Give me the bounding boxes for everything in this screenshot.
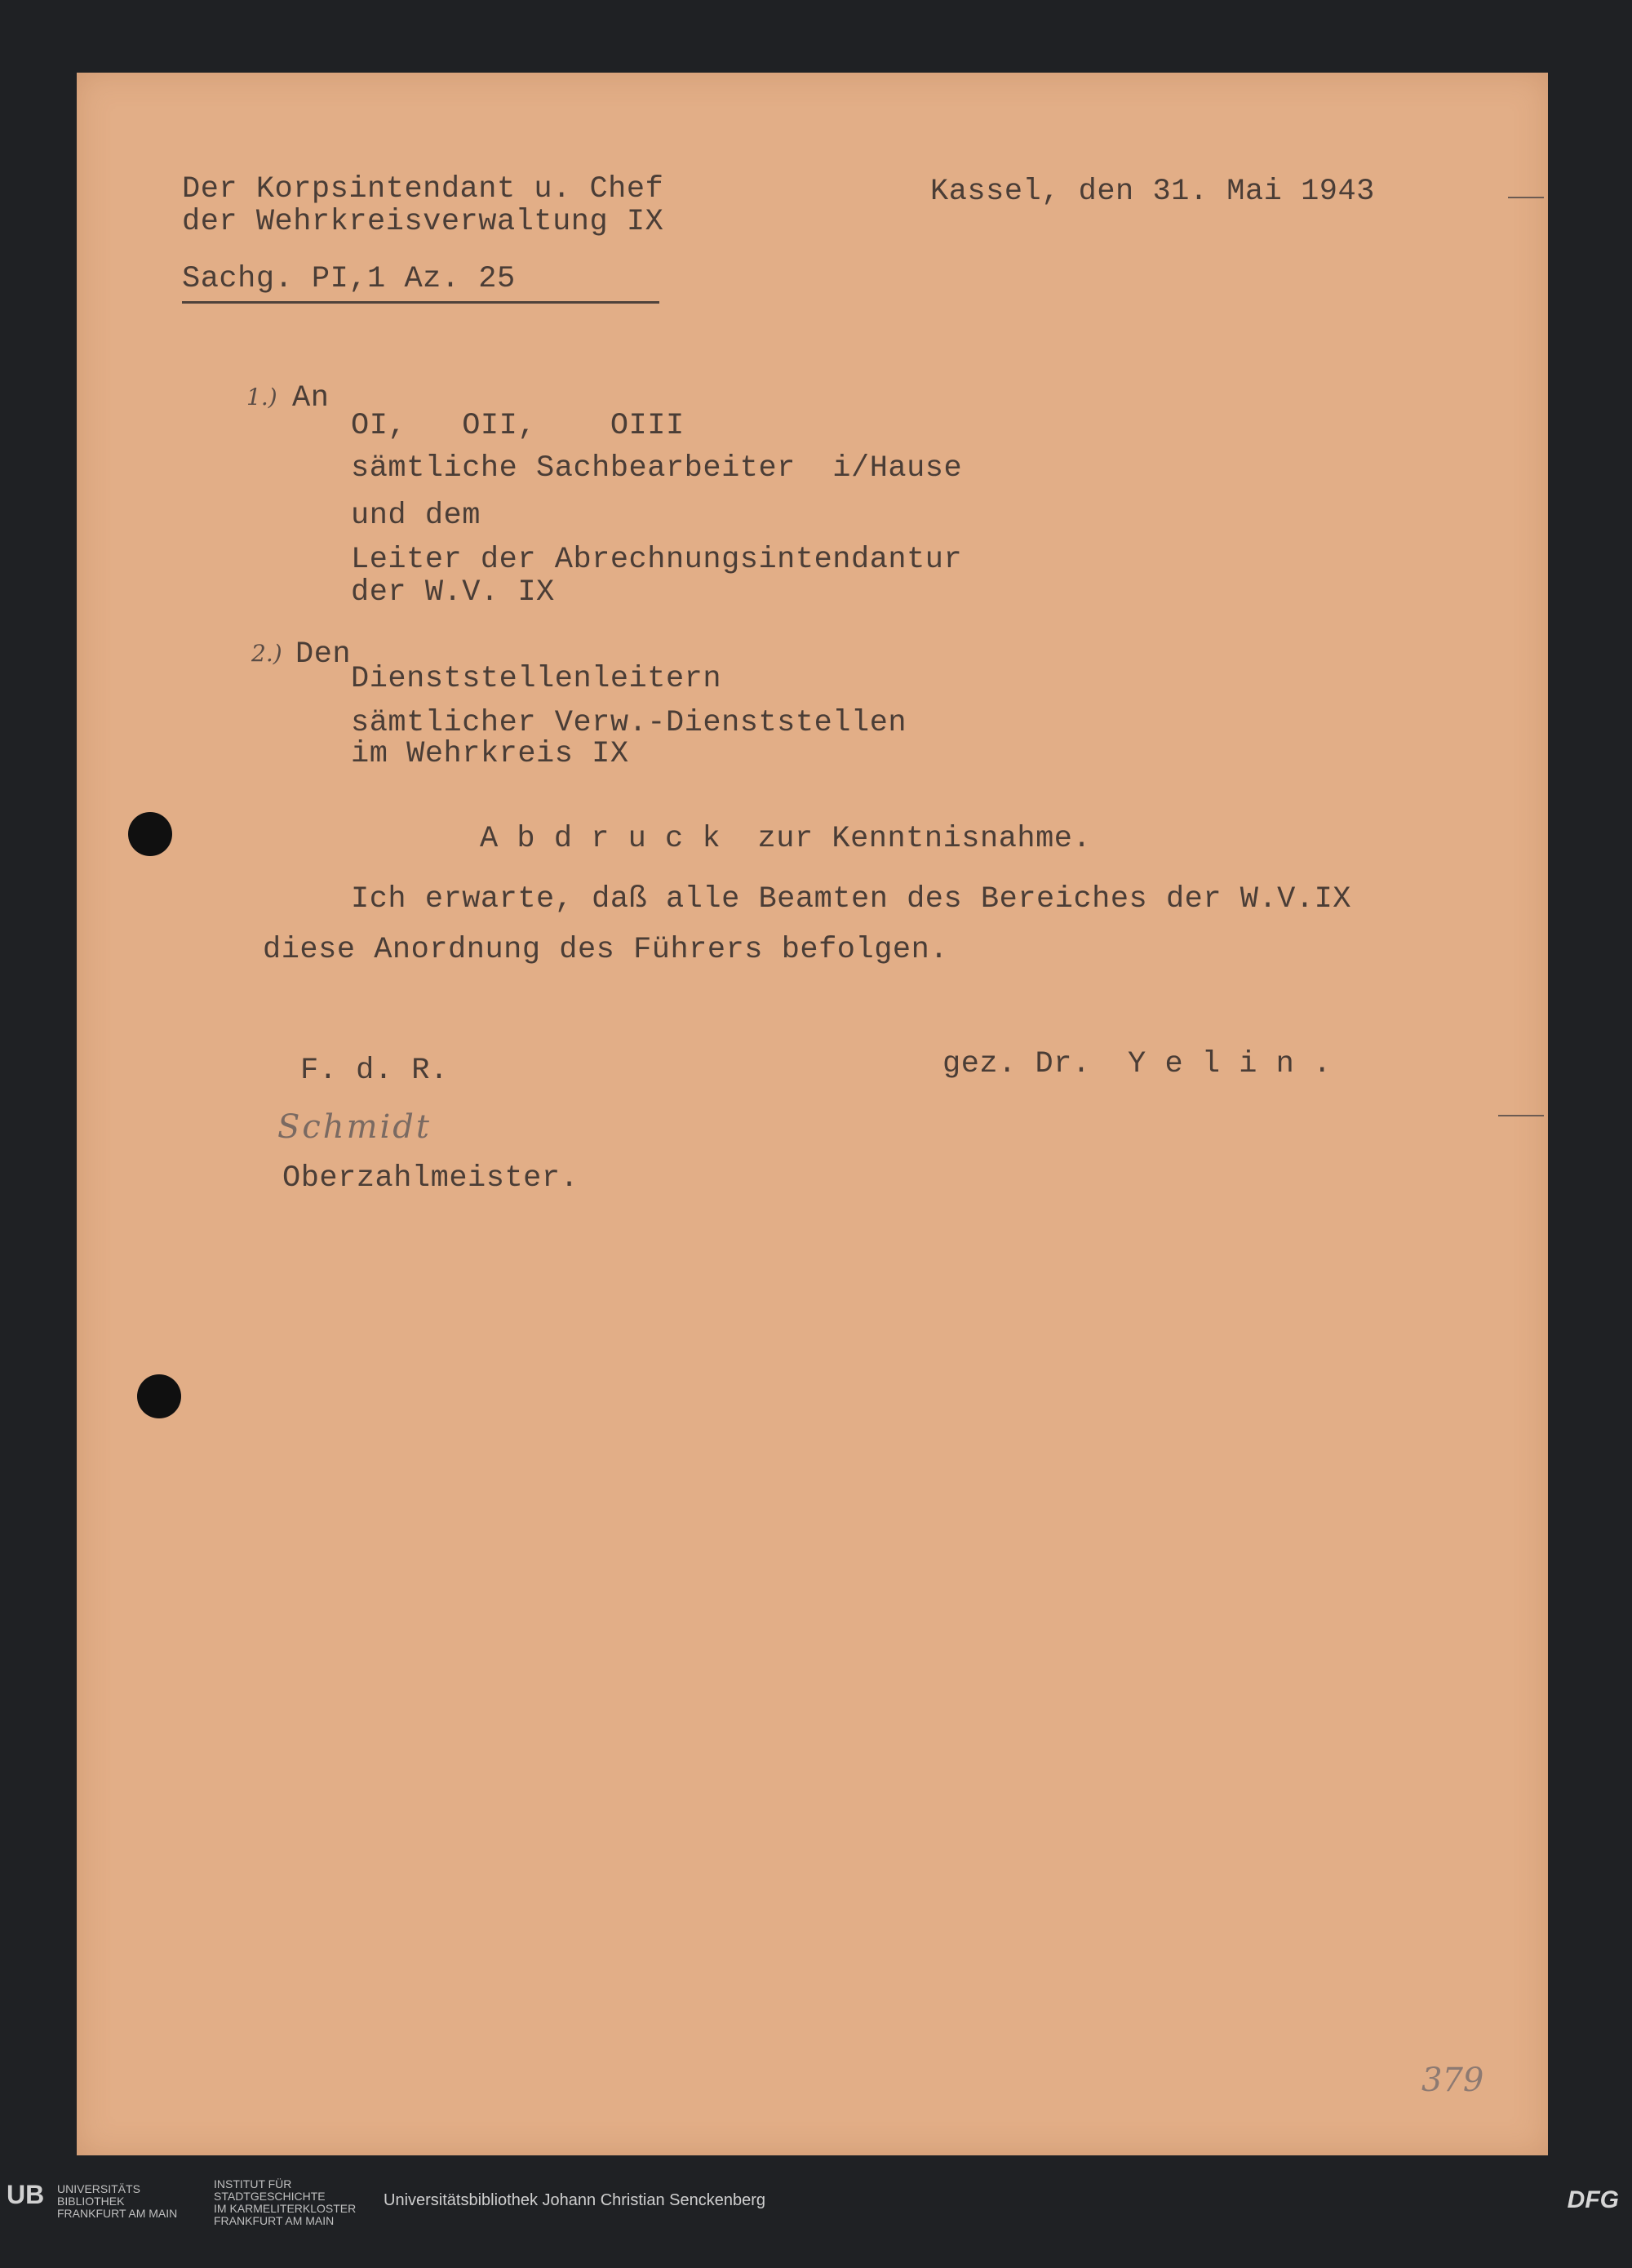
- recipients-2-line: im Wehrkreis IX: [351, 737, 629, 771]
- recipients-2-line: sämtlicher Verw.-Dienststellen: [351, 706, 907, 740]
- recipients-1-marker: 1.): [246, 384, 277, 411]
- sender-line-2: der Wehrkreisverwaltung IX: [182, 205, 664, 239]
- body-paragraph-line-2: diese Anordnung des Führers befolgen.: [263, 933, 949, 967]
- punch-hole: [137, 1374, 181, 1418]
- dfg-logo: DFG: [1567, 2186, 1619, 2213]
- reference-number: Sachg. PI,1 Az. 25: [182, 263, 659, 304]
- footer-bar: [0, 2155, 1632, 2268]
- recipients-2-line: Dienststellenleitern: [351, 662, 722, 696]
- library-name: Universitätsbibliothek Johann Christian Senckenberg: [384, 2191, 766, 2209]
- signed-by: gez. Dr. Y e l i n .: [942, 1047, 1332, 1081]
- recipients-1-label: An: [292, 381, 330, 415]
- fdr-note: F. d. R.: [300, 1054, 449, 1088]
- signatory-title: Oberzahlmeister.: [282, 1161, 579, 1196]
- handwritten-signature: Schmidt: [277, 1108, 432, 1146]
- copy-note: A b d r u c k zur Kenntnisnahme.: [480, 822, 1092, 856]
- recipients-1-line: OI, OII, OIII: [351, 409, 685, 443]
- recipients-1-line: Leiter der Abrechnungsintendantur: [351, 543, 963, 577]
- recipients-1-line: und dem: [351, 499, 481, 533]
- place-date: Kassel, den 31. Mai 1943: [930, 175, 1375, 209]
- punch-hole: [128, 812, 172, 856]
- page-number: 379: [1421, 2062, 1484, 2099]
- ub-logo: UB: [7, 2180, 45, 2209]
- recipients-1-line: der W.V. IX: [351, 575, 555, 610]
- institute-logo-text: INSTITUT FÜR STADTGESCHICHTE IM KARMELITERKLOSTER FRANKFURT AM MAIN: [214, 2177, 357, 2227]
- recipients-2-marker: 2.): [251, 640, 282, 667]
- recipients-1-line: sämtliche Sachbearbeiter i/Hause: [351, 451, 963, 486]
- fold-mark: [1498, 1115, 1544, 1116]
- body-paragraph-line-1: Ich erwarte, daß alle Beamten des Bereiches der W.V.IX: [351, 882, 1351, 917]
- fold-mark: [1508, 197, 1544, 198]
- sender-line-1: Der Korpsintendant u. Chef: [182, 172, 664, 206]
- ub-logo-text: UNIVERSITÄTS BIBLIOTHEK FRANKFURT AM MAIN: [57, 2182, 178, 2220]
- recipients-2-label: Den: [295, 637, 352, 672]
